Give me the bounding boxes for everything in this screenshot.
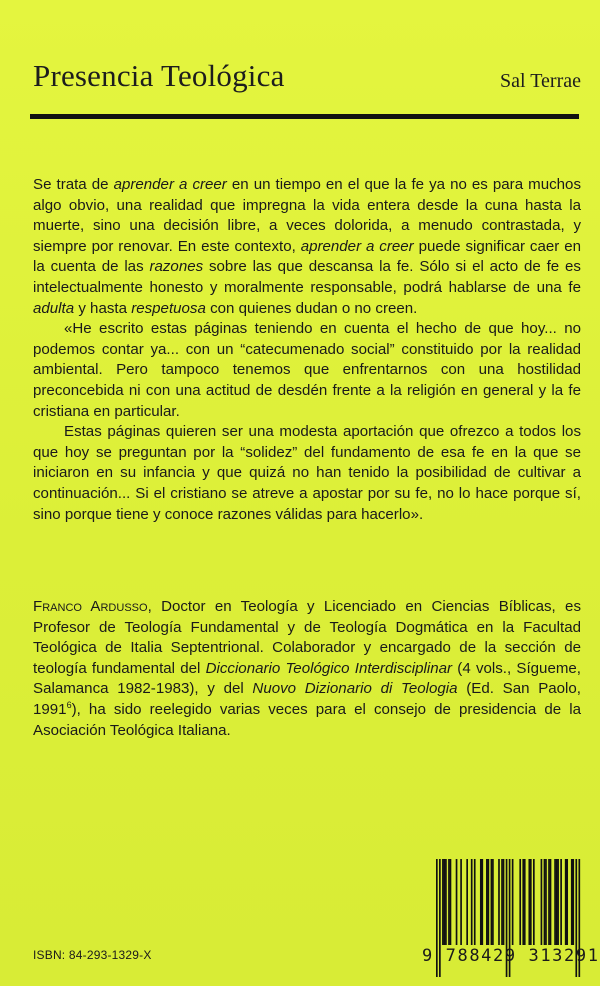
barcode-bar	[545, 859, 547, 945]
barcode-digits: 9 788429 313291	[422, 946, 600, 966]
barcode-bar	[442, 859, 444, 945]
barcode-bar	[503, 859, 505, 945]
book-description	[33, 175, 581, 525]
barcode-bar	[566, 859, 568, 945]
barcode-bar	[501, 859, 503, 945]
description-paragraph-1: Se trata de aprender a creer en un tiempo en el que la fe ya no es para muchos algo obvio, una realidad que impregna la vida entera desde la cuna hasta la muerte, sino una decisión libre, a veces dolorida, a menudo contrastada, y siempre por renovar. En este contexto, aprender a creer puede significar caer en la cuenta de las razones sobre las que descansa la fe. Sólo si el acto de fe es intelectualmente honesto y moralmente responsable, podrá hablarse de una fe adulta y hasta respetuosa con quienes dudan o no creen.	[33, 176, 581, 317]
barcode-bar	[492, 859, 494, 945]
barcode-bar	[560, 859, 562, 945]
series-title: Presencia Teológica	[33, 58, 285, 93]
barcode-bar	[528, 859, 530, 945]
barcode-bar	[456, 859, 458, 945]
barcode-bar	[474, 859, 476, 945]
barcode-bar	[554, 859, 556, 945]
barcode-bar	[491, 859, 493, 945]
author-bio-paragraph: Franco Ardusso, Doctor en Teología y Licenciado en Ciencias Bíblicas, es Profesor de Teología Fundamental y de Teología Dogmática en la Facultad Teológica de Italia Septentrional. Colaborador y encargado de la sección de teología fundamental del Diccionario Teológico Interdisciplinar (4 vols., Sígueme, Salamanca 1982-1983), y del Nuovo Dizionario di Teologia (Ed. San Paolo, 1991$^6$), ha sido reelegido varias veces para el consejo de presidencia de la Asociación Teológica Italiana.	[33, 598, 581, 739]
barcode-bar	[445, 859, 447, 945]
barcode-bar	[565, 859, 567, 945]
barcode-bar	[533, 859, 535, 945]
barcode-bar	[524, 859, 526, 945]
barcode-bar	[519, 859, 521, 945]
barcode-bar	[448, 859, 450, 945]
barcode-bar	[556, 859, 558, 945]
barcode-bar	[481, 859, 483, 945]
barcode-bar	[450, 859, 452, 945]
barcode-bar	[444, 859, 446, 945]
barcode-bar	[471, 859, 473, 945]
publisher-name: Sal Terrae	[500, 70, 581, 92]
barcode-bar	[460, 859, 462, 945]
barcode-bar	[572, 859, 574, 945]
author-biography	[33, 597, 581, 741]
barcode-bar	[548, 859, 550, 945]
barcode-bar	[512, 859, 514, 945]
description-paragraph-2: «He escrito estas páginas teniendo en cuenta el hecho de que hoy... no podemos contar ya... con un “catecumenado social” constituido por la realidad ambiental. Pero tampoco tenemos que enfrentarnos con una hostilidad preconcebida ni con una actitud de desdén frente a la religión en general y la fe cristiana en particular.	[33, 320, 581, 420]
header-rule	[30, 114, 579, 119]
barcode-bar	[522, 859, 524, 945]
barcode-bar	[571, 859, 573, 945]
barcode-bar	[488, 859, 490, 945]
barcode-bar	[486, 859, 488, 945]
barcode-bar	[466, 859, 468, 945]
barcode-bar	[530, 859, 532, 945]
barcode-bar	[544, 859, 546, 945]
isbn-label: ISBN: 84-293-1329-X	[33, 948, 152, 962]
barcode-bar	[480, 859, 482, 945]
description-paragraph-3: Estas páginas quieren ser una modesta aportación que ofrezco a todos los que hoy se preguntan por la “solidez” del fundamento de esa fe en la que se iniciaron en su infancia y que quizá no han tenido la posibilidad de cultivar a continuación... Si el cristiano se atreve a apostar por su fe, no lo hace porque sí, sino porque tiene y conoce razones válidas para hacerlo».	[33, 423, 581, 523]
barcode-bar	[498, 859, 500, 945]
barcode-bar	[541, 859, 543, 945]
barcode-bar	[557, 859, 559, 945]
barcode-bar	[550, 859, 552, 945]
